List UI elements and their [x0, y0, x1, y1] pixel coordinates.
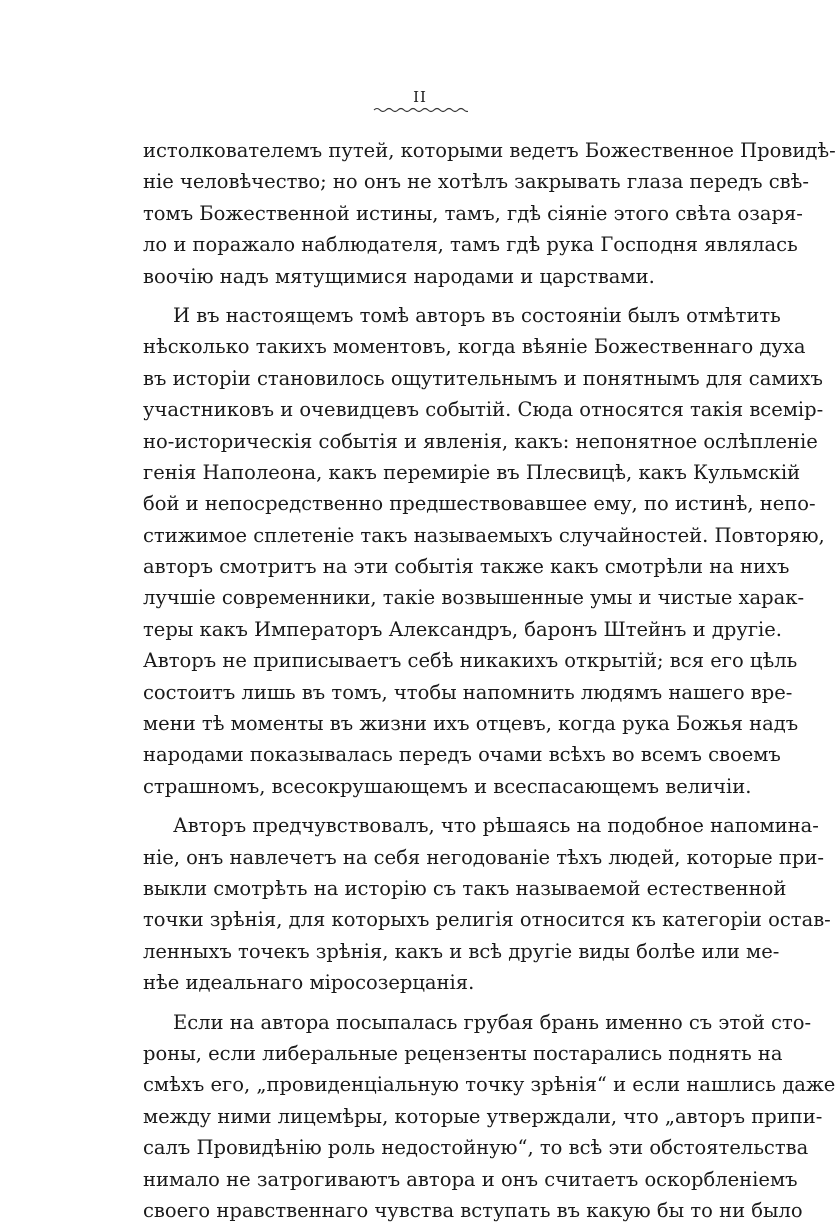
paragraph: [143, 810, 831, 998]
text-line: участниковъ и очевидцевъ событій. Сюда относятся такія всемір-: [143, 398, 824, 422]
text-line: въ исторіи становилось ощутительнымъ и понятнымъ для самихъ: [143, 366, 823, 390]
paragraph-gap: [143, 802, 710, 810]
text-line: ніе, онъ навлечетъ на себя негодованіе тѣхъ людей, которые при-: [143, 845, 824, 869]
wavy-ornament-icon: [372, 106, 468, 114]
text-line: Авторъ предчувствовалъ, что рѣшаясь на подобное напомина-: [173, 814, 819, 838]
text-line: своего нравственнаго чувства вступать въ какую бы то ни было: [143, 1198, 803, 1222]
paragraph: [143, 300, 825, 802]
text-line: томъ Божественной истины, тамъ, гдѣ сіяніе этого свѣта озаря-: [143, 201, 803, 225]
text-line: нимало не затрогиваютъ автора и онъ считаетъ оскорбленіемъ: [143, 1167, 798, 1191]
text-line: между ними лицемѣры, которые утверждали, что „авторъ припи-: [143, 1104, 823, 1128]
text-line: теры какъ Императоръ Александръ, баронъ Штейнъ и другіе.: [143, 617, 783, 641]
text-line: ніе человѣчество; но онъ не хотѣлъ закрывать глаза передъ свѣ-: [143, 170, 809, 194]
text-line: Авторъ не приписываетъ себѣ никакихъ открытій; вся его цѣль: [143, 649, 798, 673]
text-line: нѣсколько такихъ моментовъ, когда вѣяніе Божественнаго духа: [143, 335, 806, 359]
text-line: роны, если либеральные рецензенты постарались поднять на: [143, 1041, 783, 1065]
text-line: бой и непосредственно предшествовавшее ему, по истинѣ, непо-: [143, 492, 816, 516]
text-line: мени тѣ моменты въ жизни ихъ отцевъ, когда рука Божья надъ: [143, 712, 799, 736]
paragraph-gap: [143, 999, 710, 1007]
text-line: выкли смотрѣть на исторію съ такъ называемой естественной: [143, 876, 787, 900]
text-line: но-историческія событія и явленія, какъ: непонятное ослѣпленіе: [143, 429, 818, 453]
text-line: авторъ смотритъ на эти событія также какъ смотрѣли на нихъ: [143, 555, 790, 579]
text-line: страшномъ, всесокрушающемъ и всеспасающемъ величіи.: [143, 774, 752, 798]
page-header: [0, 88, 840, 114]
text-line: нѣе идеальнаго міросозерцанія.: [143, 971, 475, 995]
text-line: точки зрѣнія, для которыхъ религія относится къ категоріи остав-: [143, 908, 831, 932]
text-line: состоитъ лишь въ томъ, чтобы напомнить людямъ нашего вре-: [143, 680, 793, 704]
paragraph: [143, 1007, 836, 1226]
text-line: истолкователемъ путей, которыми ведетъ Божественное Провидѣ-: [143, 139, 836, 162]
text-line: Если на автора посыпалась грубая брань именно съ этой сто-: [173, 1010, 812, 1034]
text-line: народами показывалась передъ очами всѣхъ во всемъ своемъ: [143, 743, 781, 767]
text-line: ленныхъ точекъ зрѣнія, какъ и всѣ другіе виды болѣе или ме-: [143, 939, 780, 963]
text-line: ло и поражало наблюдателя, тамъ гдѣ рука Господня являлась: [143, 233, 798, 257]
paragraph: [143, 135, 836, 292]
text-line: воочію надъ мятущимися народами и царствами.: [143, 264, 655, 288]
body-text: [143, 135, 836, 1226]
text-line: смѣхъ его, „провиденціальную точку зрѣнія“ и если нашлись даже: [143, 1073, 836, 1097]
page-number: II: [413, 88, 427, 106]
paragraph-gap: [143, 292, 710, 300]
text-line: генія Наполеона, какъ перемиріе въ Плесвицѣ, какъ Кульмскій: [143, 460, 801, 484]
text-line: И въ настоящемъ томѣ авторъ въ состояніи былъ отмѣтить: [173, 303, 781, 327]
text-line: салъ Провидѣнію роль недостойную“, то всѣ эти обстоятельства: [143, 1136, 809, 1160]
text-line: лучшіе современники, такіе возвышенные умы и чистые харак-: [143, 586, 805, 610]
text-line: стижимое сплетеніе такъ называемыхъ случайностей. Повторяю,: [143, 523, 825, 547]
